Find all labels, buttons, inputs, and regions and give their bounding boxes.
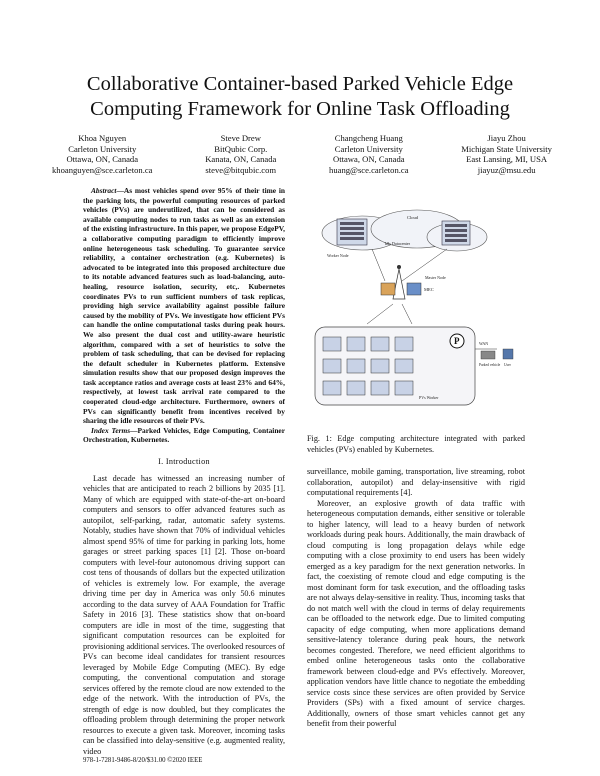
parking-sign-icon [450, 334, 464, 348]
abstract-text: —As most vehicles spend over 95% of their time in the parking lots, the powerful computing resources of parked vehicles (PVs) are underutilized, that can be considered as available computing nodes to run tasks as well as an extension of the existing infrastructure. In this paper, we propose EdgePV, a collaborative computing paradigm to efficiently improve online heterogeneous task scheduling. To guarantee service reliability, a container orchestration (e.g. Kubernetes) is advocated to be integrated into this proposed architecture due to its notable advanced features such as load-balancing, auto-healing, resource isolation, security, etc,. Kubernetes coordinates PVs to run sufficient numbers of task replicas, providing high service availability against possible failure caused by the mobility of PVs. We investigate how efficient PVs can handle the online computational tasks during peak hours. We also present the dual cost and utility-aware heuristic algorithm, compared with a set of heuristics to solve the problem of task scheduling, that can be devised for replacing the default scheduler in Kubernetes platform. Extensive simulation results show that our proposed design improves the task acceptance ratios and average costs at least 23% and 64%, respectively, at lowest task arrival rate compared to the cooperated cloud-edge architecture. Furthermore, owners of PVs can significantly benefit from incentives received by sharing the idle resources of their PVs. [83, 186, 285, 426]
master-label: Master Node [425, 275, 446, 280]
pv-worker-label: PVs Worker [419, 395, 439, 400]
wan-label: WAN [479, 341, 489, 346]
index-terms-label: Index Terms [91, 425, 131, 435]
left-column [83, 186, 285, 757]
author-location: Kanata, ON, Canada [205, 154, 277, 165]
dc-label: k8s Datacenter [385, 241, 410, 246]
section-heading: I. Introduction [158, 457, 210, 467]
title-line-1: Collaborative Container-based Parked Vehicle Edge [86, 73, 514, 95]
edge-tower-icon [381, 265, 421, 299]
abstract [83, 186, 285, 426]
author-block [205, 133, 276, 176]
vehicle-user-icons [481, 349, 513, 359]
author-name: Changcheng Huang [334, 133, 403, 143]
author-location: Ottawa, ON, Canada [333, 154, 405, 165]
index-terms [83, 426, 285, 445]
author-email: steve@bitqubic.com [205, 165, 277, 176]
parking-sign-label: P [454, 336, 460, 346]
intro-paragraph-2: Moreover, an explosive growth of data traffic with heterogeneous computation demands, either sensitive or tolerable to higher latency, will lead to a heavy burden of network workloads during peak hours. Additionally, the main drawback of cloud computing is long propagation delays while edge computing with a close proximity to end users has been widely emerged as a key paradigm for the next generation networks. In fact, the coexisting of remote cloud and edge computing is the most dominant form for task execution, and the offloading tasks are not always delay-sensitive in reality. Thus, incoming tasks that do not match well with the cloud in terms of delay requirements can be offloaded to the network edge. Due to limited computing capacity of edge computing, when more applications demand sensitive-latency tolerance during peak hours, the network becomes congested. Therefore, we need efficient algorithms to embed online heterogeneous tasks onto the collaborative framework between cloud-edge and PVs effectively. Moreover, application vendors have little chance to negotiate the embedding service costs since these services are often provided by Service Providers (SPs) with a fixed amount of service charges. Additionally, owners of those smart vehicles cannot get any benefit from their powerful [307, 498, 525, 728]
author-email: jiayuz@msu.edu [477, 165, 536, 176]
author-name: Khoa Nguyen [78, 133, 127, 143]
author-affiliation: Carleton University [334, 143, 403, 154]
user-label: User [504, 363, 511, 367]
author-block [329, 133, 409, 176]
intro-paragraph-continued: surveillance, mobile gaming, transportation, live streaming, robot collaboration, autopilot) and delay-insensitive with rigid computational requirements [4]. [307, 467, 525, 497]
vehicle-label: Parked vehicle [479, 363, 501, 367]
author-email: khoanguyen@sce.carleton.ca [52, 165, 153, 176]
author-name: Jiayu Zhou [487, 133, 526, 143]
title-line-2: Computing Framework for Online Task Offloading [90, 98, 510, 120]
mec-label: MEC [424, 287, 434, 292]
author-name: Steve Drew [220, 133, 261, 143]
index-terms-text: —Parked Vehicles, Edge Computing, Container Orchestration, Kubernetes. [83, 425, 285, 445]
right-column [307, 467, 525, 730]
figure-caption: Fig. 1: Edge computing architecture integrated with parked vehicles (PVs) enabled by Kubernetes. [307, 434, 525, 454]
architecture-figure [307, 209, 525, 409]
author-affiliation: Carleton University [68, 143, 137, 154]
author-affiliation: BitQubic Corp. [214, 143, 268, 154]
abstract-label: Abstract [91, 186, 117, 195]
author-email: huang@sce.carleton.ca [329, 165, 409, 176]
copyright-footer: 978-1-7281-9486-8/20/$31.00 ©2020 IEEE [83, 757, 203, 764]
intro-paragraph: Last decade has witnessed an increasing number of vehicles that are anticipated to reach 2 billions by 2035 [1]. Many of which are equipped with state-of-the-art on-board computers and sensors to offer advanced features such as autopilot, self-parking, radar, automatic safety systems. Notably, studies have shown that 70% of individual vehicles almost spend 95% of time for parking in parking lots, home garages or street parking spaces [1] [2]. Those on-board computers with level-four autonomous driving support can cost tens of thousands of dollars but the expected utilization of vehicles is extremely low. For example, the average driving time per day in America was only 50.6 minutes according to the data survey of AAA Foundation for Traffic Safety in 2016 [3]. These statistics show that on-board computers are idle in most of the time, suggesting that significant computation resources can be exploited for provisioning additional services. The overlooked resources of PVs can become ideal candidates for transient resources leveraged by Mobile Edge Computing (MEC). By edge computing, the conventional computation and storage services offered by the remote cloud are now extended to the edge of the network. With the introduction of PVs, the strength of edge is now doubled, but they complicates the offloading problem through determining the proper network resources to execute a given task. Moreover, incoming tasks can be classified into delay-sensitive (e.g. augmented reality, video [83, 473, 285, 756]
cloud-label: Cloud [407, 215, 419, 220]
author-list [52, 133, 552, 176]
author-location: Ottawa, ON, Canada [66, 154, 139, 165]
paper-title [40, 72, 560, 122]
worker-label: Worker Node [327, 253, 349, 258]
author-block [461, 133, 552, 176]
author-location: East Lansing, MI, USA [466, 154, 548, 165]
author-block [52, 133, 153, 176]
author-affiliation: Michigan State University [461, 143, 552, 154]
